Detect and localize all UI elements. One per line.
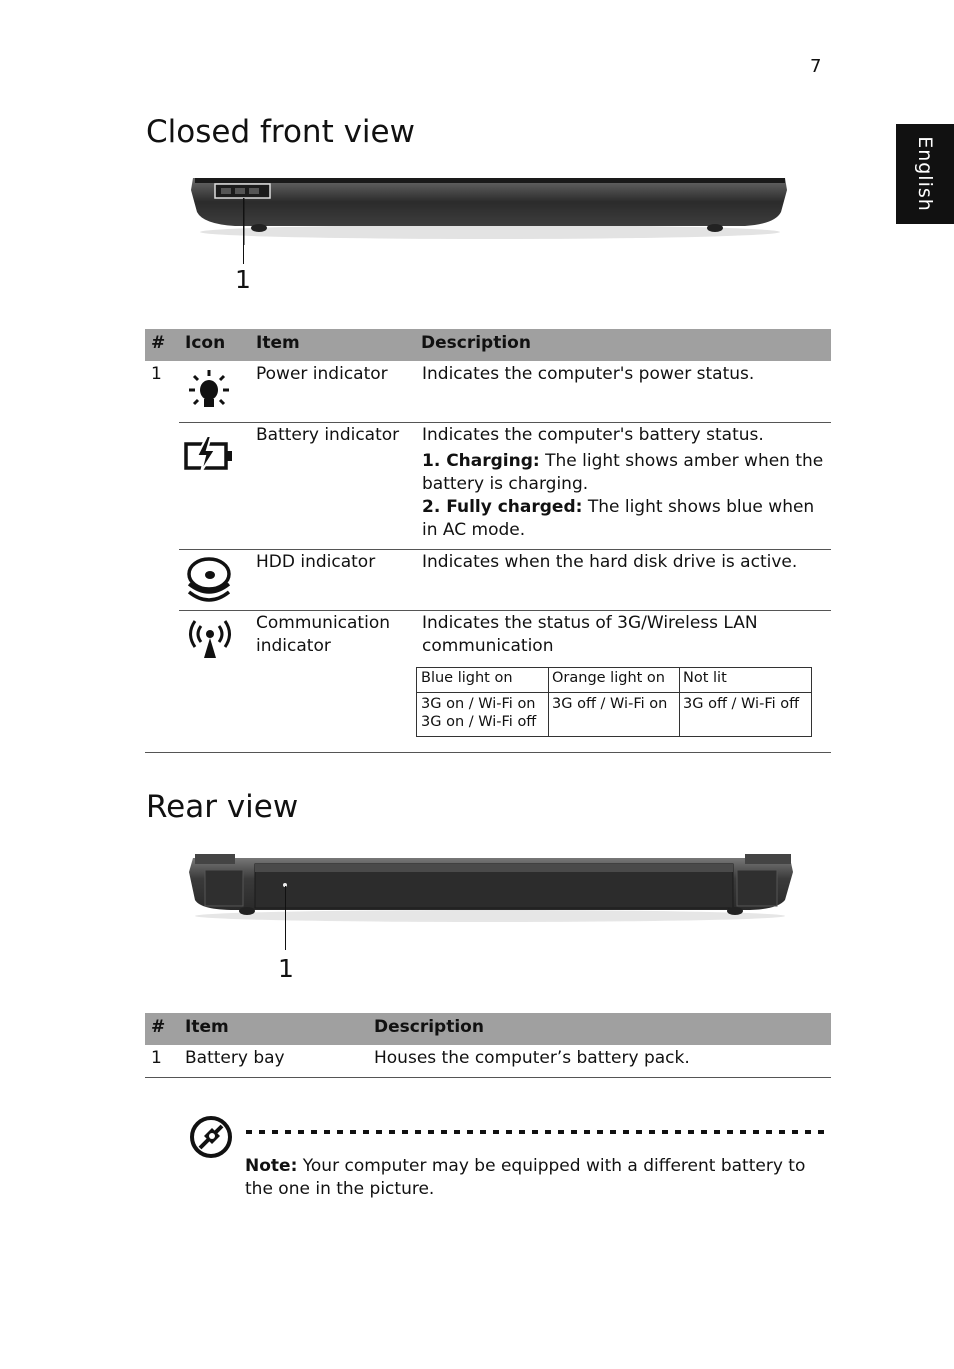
hdd-item: HDD indicator [256, 552, 376, 572]
header-icon: Icon [185, 333, 226, 353]
divider [145, 752, 831, 753]
communication-indicator-icon [184, 618, 236, 660]
divider [145, 1077, 831, 1078]
comm-description: Indicates the status of 3G/Wireless LAN communication [422, 613, 758, 656]
power-description: Indicates the computer's power status. [422, 364, 755, 384]
comm-item-line1: Communication [256, 613, 390, 633]
language-tab [896, 124, 954, 224]
hdd-indicator-icon [186, 554, 232, 606]
full-text: The light shows blue when in AC mode. [422, 497, 815, 540]
charging-text: The light shows amber when the battery is charging. [422, 451, 824, 494]
status-notlit: 3G off / Wi-Fi off [683, 696, 800, 712]
status-header-blue: Blue light on [421, 670, 513, 686]
front-view-title: Closed front view [146, 114, 415, 150]
battery-item: Battery indicator [256, 425, 400, 445]
header-description: Description [421, 333, 531, 353]
battery-indicator-icon [183, 432, 235, 474]
page-number: 7 [810, 56, 822, 77]
divider [179, 549, 831, 550]
status-blue-line2: 3G on / Wi-Fi off [421, 714, 537, 730]
rear-header-item: Item [185, 1017, 229, 1037]
status-header-notlit: Not lit [683, 670, 727, 686]
header-item: Item [256, 333, 300, 353]
rear-header-description: Description [374, 1017, 484, 1037]
power-item: Power indicator [256, 364, 388, 384]
divider [179, 422, 831, 423]
callout-number: 1 [235, 265, 251, 294]
laptop-rear-image [185, 850, 800, 925]
rear-view-title: Rear view [146, 789, 299, 825]
note-icon [188, 1114, 234, 1160]
rear-table-header [145, 1013, 831, 1045]
status-orange: 3G off / Wi-Fi on [552, 696, 668, 712]
hdd-description: Indicates when the hard disk drive is active. [422, 552, 798, 572]
row-number: 1 [151, 364, 162, 384]
note-text [245, 1155, 825, 1201]
status-blue-line1: 3G on / Wi-Fi on [421, 696, 536, 712]
rear-header-num: # [151, 1017, 166, 1037]
rear-row-number: 1 [151, 1048, 162, 1068]
laptop-front-image [185, 170, 795, 245]
callout-line [243, 198, 244, 264]
front-table-header [145, 329, 831, 361]
comm-status-table [416, 667, 812, 737]
note-separator [246, 1130, 830, 1134]
comm-item-line2: indicator [256, 636, 331, 656]
status-header-orange: Orange light on [552, 670, 665, 686]
battery-description: Indicates the computer's battery status. [422, 425, 764, 445]
divider [179, 610, 831, 611]
language-tab-label: English [914, 136, 936, 212]
note-label: Note: [245, 1156, 298, 1176]
battery-charging-note [422, 450, 827, 496]
rear-row-item: Battery bay [185, 1048, 285, 1068]
rear-callout-line [285, 886, 286, 950]
header-num: # [151, 333, 166, 353]
charging-label: 1. Charging: [422, 451, 540, 471]
rear-row-description: Houses the computer’s battery pack. [374, 1048, 690, 1068]
power-indicator-icon [186, 368, 232, 416]
note-body: Your computer may be equipped with a different battery to the one in the picture. [245, 1156, 806, 1199]
rear-callout-number: 1 [278, 954, 294, 983]
battery-full-note [422, 496, 827, 542]
full-label: 2. Fully charged: [422, 497, 583, 517]
